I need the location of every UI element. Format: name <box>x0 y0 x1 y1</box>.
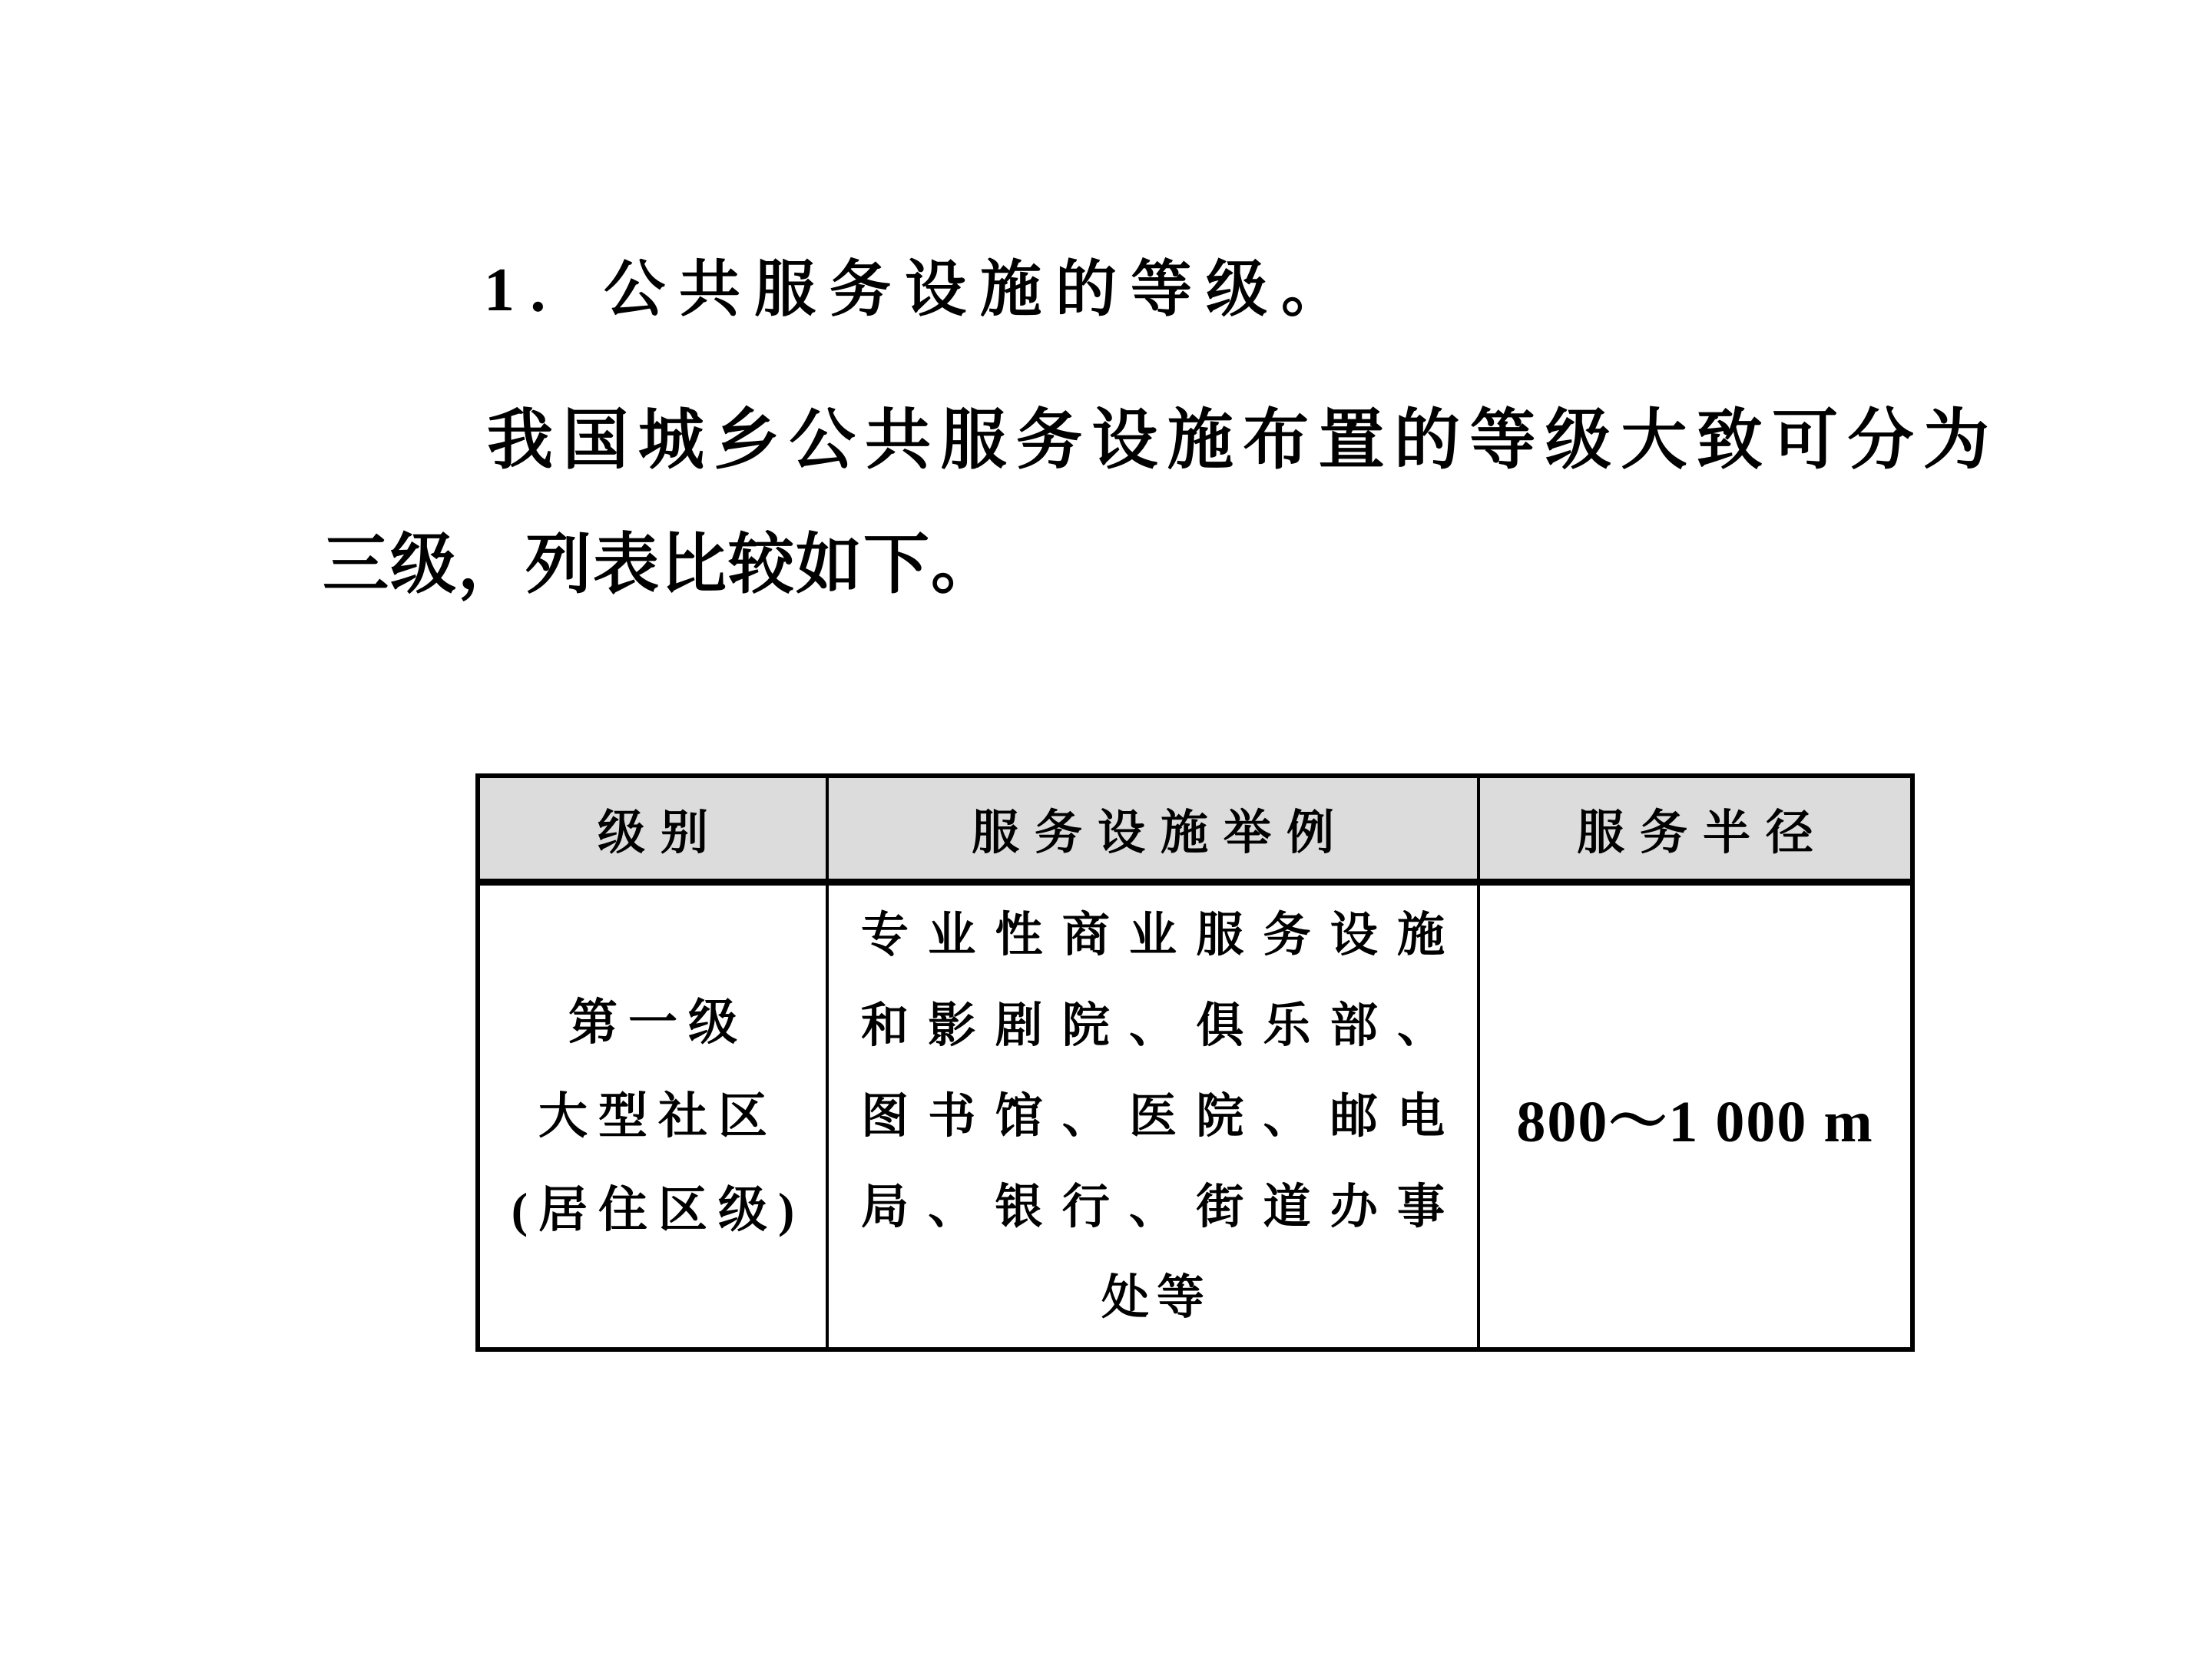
facility-line-2: 和影剧院、俱乐部、 <box>861 999 1445 1052</box>
intro-paragraph-line-2: 三级，列表比较如下。 <box>323 528 998 601</box>
facility-line-1: 专业性商业服务设施 <box>861 909 1445 962</box>
level-line-2: 大型社区 <box>538 1088 778 1144</box>
header-cell-facility-examples: 服务设施举例 <box>829 778 1480 879</box>
header-cell-service-radius: 服务半径 <box>1576 807 1829 859</box>
cell-facility-examples <box>829 886 1480 1347</box>
table-row <box>480 886 1910 1347</box>
cell-level <box>480 886 829 1347</box>
facility-line-5: 处等 <box>1101 1271 1212 1324</box>
facility-text <box>829 890 1477 1343</box>
level-line-3: (居住区级) <box>511 1182 806 1237</box>
level-line-1: 第一级 <box>568 995 748 1050</box>
facility-line-4: 局、银行、街道办事 <box>861 1181 1445 1233</box>
facility-line-3: 图书馆、医院、邮电 <box>861 1090 1445 1143</box>
service-grade-table <box>475 773 1915 1352</box>
header-cell-level: 级别 <box>480 778 829 879</box>
table-header-row <box>480 778 1910 886</box>
section-heading: 1．公共服务设施的等级。 <box>484 257 1356 324</box>
cell-service-radius <box>1480 886 1910 1347</box>
intro-paragraph-line-1: 我国城乡公共服务设施布置的等级大致可分为 <box>487 403 1989 477</box>
service-radius-value: 800～1 000 m <box>1516 1090 1874 1154</box>
